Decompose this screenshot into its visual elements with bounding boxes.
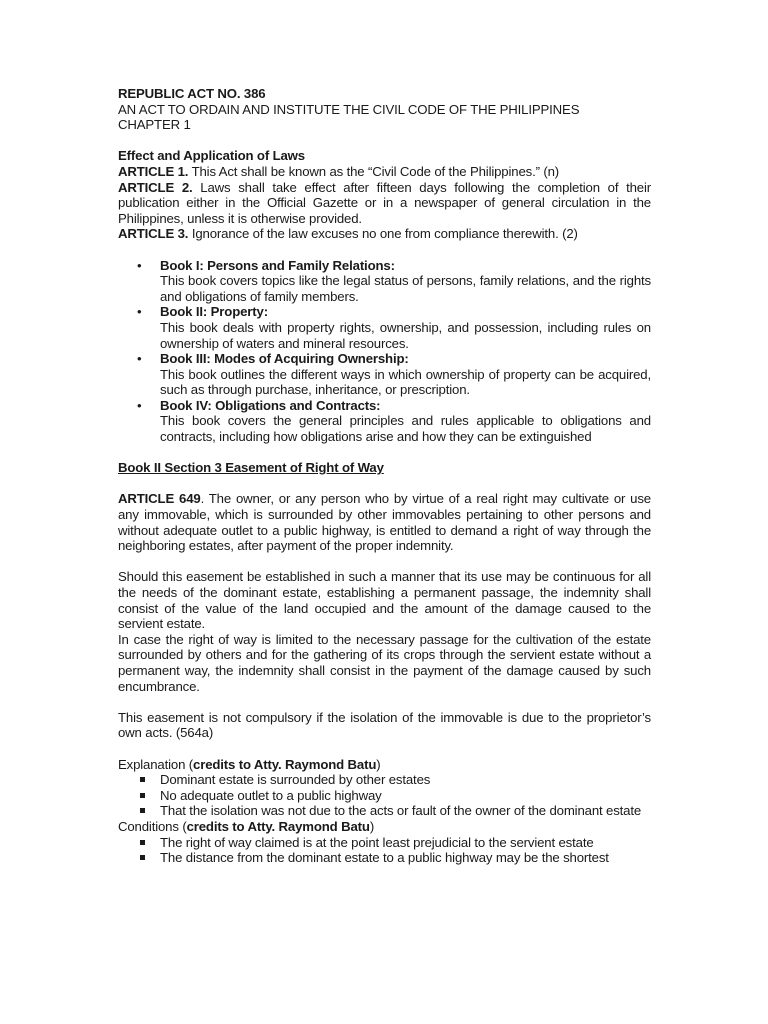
- book-description: This book covers the general principles and rules applicable to obligations and contracts, including how obligations arise and how they can be extinguished: [160, 413, 651, 445]
- paragraph-not-compulsory: This easement is not compulsory if the isolation of the immovable is due to the proprietor’s own acts. (564a): [118, 709, 651, 741]
- book-description: This book covers topics like the legal status of persons, family relations, and the rights and obligations of family members.: [160, 273, 651, 304]
- spacer: [118, 242, 651, 258]
- explanation-credit: credits to Atty. Raymond Batu: [193, 756, 377, 772]
- square-bullet-icon: [140, 855, 145, 860]
- list-item: [118, 850, 651, 866]
- square-bullet-icon: [140, 840, 145, 845]
- article-649-text: . The owner, or any person who by virtue of a real right may cultivate or use any immovable, which is surrounded by other immovables pertaining to other persons and without adequate outlet to a public highway, is entitled to demand a right of way through the neighboring estates, after payment of the proper indemnity.: [118, 491, 651, 554]
- spacer: [118, 741, 651, 757]
- book-title: Book III: Modes of Acquiring Ownership:: [160, 351, 409, 367]
- explanation-prefix: Explanation (: [118, 756, 194, 772]
- list-item-text: That the isolation was not due to the acts or fault of the owner of the dominant estate: [160, 803, 642, 819]
- article-2-label: ARTICLE 2.: [118, 179, 193, 195]
- article-1-text: This Act shall be known as the “Civil Code of the Philippines.” (n): [188, 163, 560, 179]
- bullet-icon: •: [137, 397, 142, 413]
- list-item: [118, 304, 651, 351]
- act-number: REPUBLIC ACT NO. 386: [118, 86, 266, 101]
- spacer: [118, 694, 651, 710]
- books-list: [118, 258, 651, 445]
- paragraph-permanent-passage: Should this easement be established in such a manner that its use may be continuous for all the needs of the dominant estate, establishing a permanent passage, the indemnity shall consist of the value of the land occupied and the amount of the damage caused to the servient estate.: [118, 569, 651, 632]
- chapter-label: CHAPTER 1: [118, 117, 191, 133]
- book-title: Book II: Property:: [160, 304, 268, 320]
- bullet-icon: •: [137, 351, 142, 367]
- list-item-text: The distance from the dominant estate to a public highway may be the shortest: [160, 850, 609, 866]
- square-bullet-icon: [140, 808, 145, 813]
- bullet-icon: •: [137, 304, 142, 320]
- list-item-text: Dominant estate is surrounded by other estates: [160, 772, 431, 788]
- list-item: [118, 258, 651, 305]
- book-title: Book I: Persons and Family Relations:: [160, 257, 395, 273]
- spacer: [118, 476, 651, 492]
- paragraph-limited-passage: In case the right of way is limited to the necessary passage for the cultivation of the estate surrounded by others and for the gathering of its crops through the servient estate without a permanent way, the indemnity shall consist in the payment of the damage caused by such encumbrance.: [118, 631, 651, 694]
- section-heading-easement: Book II Section 3 Easement of Right of Way: [118, 460, 384, 476]
- article-3-label: ARTICLE 3.: [118, 226, 189, 242]
- square-bullet-icon: [140, 777, 145, 782]
- article-1-label: ARTICLE 1.: [118, 163, 189, 179]
- conditions-list: [118, 835, 651, 866]
- book-description: This book deals with property rights, ownership, and possession, including rules on ownership of waters and mineral resources.: [160, 319, 651, 351]
- list-item: [118, 772, 651, 788]
- document-page: [118, 86, 651, 866]
- list-item: [118, 835, 651, 851]
- spacer: [118, 445, 651, 461]
- list-item: [118, 788, 651, 804]
- list-item: [118, 803, 651, 819]
- article-649: [118, 491, 651, 553]
- book-description: This book outlines the different ways in which ownership of property can be acquired, such as through purchase, inheritance, or prescription.: [160, 366, 651, 398]
- explanation-list: [118, 772, 651, 819]
- square-bullet-icon: [140, 793, 145, 798]
- explanation-heading: [118, 757, 651, 773]
- section-heading-effect: Effect and Application of Laws: [118, 148, 305, 164]
- list-item: [118, 351, 651, 398]
- conditions-credit: credits to Atty. Raymond Batu: [186, 818, 370, 834]
- conditions-heading: [118, 819, 651, 835]
- book-title: Book IV: Obligations and Contracts:: [160, 397, 381, 413]
- spacer: [118, 133, 651, 149]
- conditions-suffix: ): [369, 818, 375, 834]
- article-3-text: Ignorance of the law excuses no one from compliance therewith. (2): [188, 226, 578, 242]
- act-title: AN ACT TO ORDAIN AND INSTITUTE THE CIVIL CODE OF THE PHILIPPINES: [118, 101, 580, 117]
- explanation-suffix: ): [376, 756, 381, 772]
- article-2-text: Laws shall take effect after fifteen days following the completion of their publication either in the Official Gazette or in a newspaper of general circulation in the Philippines, unless it is otherwise provided.: [118, 179, 651, 226]
- article-2: [118, 180, 651, 227]
- list-item: [118, 398, 651, 445]
- list-item-text: No adequate outlet to a public highway: [160, 787, 382, 803]
- bullet-icon: •: [137, 257, 142, 273]
- article-1: [118, 164, 651, 180]
- article-649-label: ARTICLE 649: [118, 491, 201, 507]
- article-3: [118, 226, 651, 242]
- list-item-text: The right of way claimed is at the point least prejudicial to the servient estate: [160, 834, 594, 850]
- conditions-prefix: Conditions (: [118, 818, 187, 834]
- spacer: [118, 554, 651, 570]
